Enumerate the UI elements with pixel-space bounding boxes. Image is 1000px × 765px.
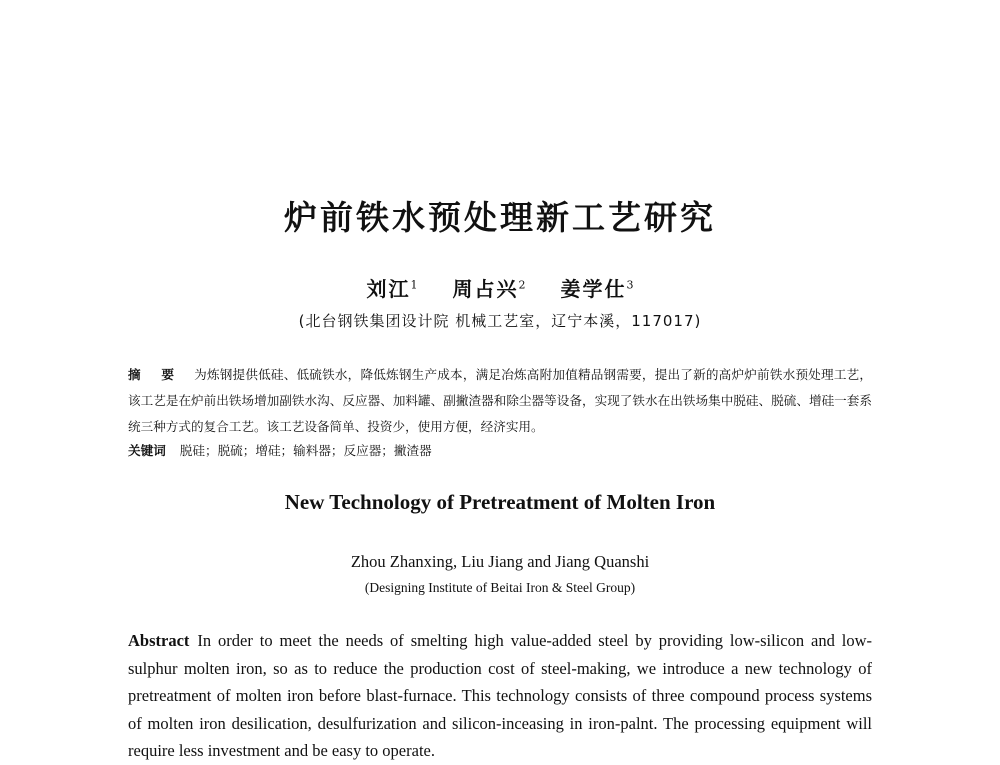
- author-affiliation-mark: 2: [518, 278, 526, 292]
- english-affiliation: (Designing Institute of Beitai Iron & Steel Group): [364, 580, 636, 595]
- author-3: [560, 277, 633, 301]
- author-1: [367, 277, 418, 301]
- english-authors: Zhou Zhanxing, Liu Jiang and Jiang Quanshi: [350, 552, 650, 571]
- chinese-abstract: [128, 362, 872, 440]
- english-title: New Technology of Pretreatment of Molten Iron: [284, 490, 716, 514]
- chinese-author-list: [0, 273, 1000, 302]
- author-2: [453, 277, 526, 301]
- chinese-keywords-text: 脱硅；脱硫；增硅；输料器；反应器；撇渣器: [179, 443, 432, 458]
- chinese-affiliation: (北台钢铁集团设计院 机械工艺室，辽宁本溪，117017): [298, 312, 702, 330]
- author-name: 周占兴: [452, 277, 519, 301]
- author-affiliation-mark: 3: [626, 278, 634, 292]
- author-name: 刘江: [366, 277, 411, 301]
- english-abstract-label: Abstract: [128, 631, 190, 650]
- chinese-keywords: [128, 440, 872, 462]
- author-affiliation-mark: 1: [410, 278, 418, 292]
- chinese-abstract-label: 摘 要: [128, 367, 183, 382]
- chinese-title: 炉前铁水预处理新工艺研究: [284, 198, 716, 237]
- chinese-abstract-text: 为炼钢提供低硅、低硫铁水，降低炼钢生产成本，满足冶炼高附加值精品钢需要，提出了新的高炉炉前铁水预处理工艺，该工艺是在炉前出铁场增加副铁水沟、反应器、加料罐、副撇渣器和除尘器等设备，实现了铁水在出铁场集中脱硅、脱硫、增硅一套系统三种方式的复合工艺。该工艺设备简单、投资少，使用方便，经济实用。: [128, 367, 872, 434]
- author-name: 姜学仕: [560, 277, 627, 301]
- chinese-keywords-label: 关键词: [128, 443, 166, 458]
- english-abstract-text: In order to meet the needs of smelting high value-added steel by providing low-silicon and low-sulphur molten iron, so as to reduce the production cost of steel-making, we introduce a new technology of pretreatment of molten iron before blast-furnace. This technology consists of three compound process systems of molten iron desilication, desulfurization and silicon-inceasing in iron-palnt. The processing equipment will require less investment and be easy to operate.: [128, 631, 872, 760]
- english-abstract: [128, 627, 872, 765]
